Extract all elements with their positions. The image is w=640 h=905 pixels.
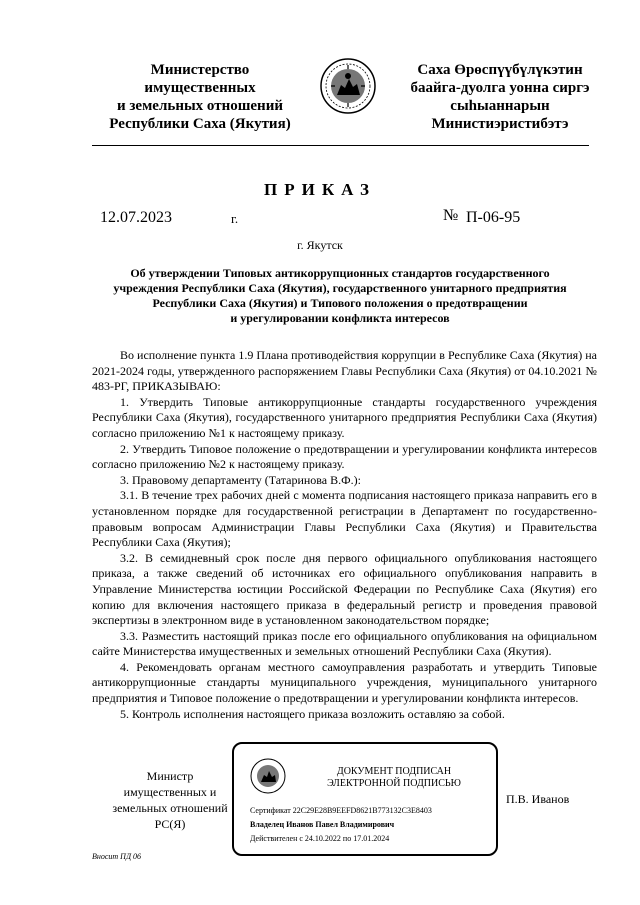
stamp-title-line: ЭЛЕКТРОННОЙ ПОДПИСЬЮ <box>327 778 461 789</box>
document-title: ПРИКАЗ <box>264 180 376 199</box>
body-paragraph: Во исполнение пункта 1.9 Плана противодействия коррупции в Республике Саха (Якутия) на 2021-2024 годы, утвержденного распоряжением Главы Республики Саха (Якутия) от 04.10.2021 № 483-РГ, ПРИКАЗЫВАЮ: <box>92 348 597 394</box>
signatory-name: П.В. Иванов <box>506 792 570 806</box>
header-line: сыһыаннарын <box>450 98 550 114</box>
body-paragraph: 2. Утвердить Типовое положение о предотвращении и урегулировании конфликта интересов согласно приложению №2 к настоящему приказу. <box>92 441 597 472</box>
subject-line: Республики Саха (Якутия) и Типового положения о предотвращении <box>152 296 528 310</box>
body-paragraph: 5. Контроль исполнения настоящего приказа возложить оставляю за собой. <box>120 706 505 721</box>
ministry-name-sah <box>395 61 605 133</box>
header-divider <box>92 145 589 146</box>
header-line: Саха Өрөспүүбүлүкэтин <box>417 62 583 78</box>
header-line: баайга-дуолга уонна сиргэ <box>410 80 590 96</box>
signatory-position <box>100 768 240 832</box>
header-line: Министерство <box>150 62 250 78</box>
stamp-title <box>304 766 484 790</box>
stamp-certificate: Сертификат 22C29E28B9EEFD8621B773132C3E8403 <box>250 806 432 815</box>
body-paragraph: 3.2. В семидневный срок после дня первого официального опубликования настоящего приказа, а также сведений об источниках его официального опубликования направить в Управление Министерства юстиции Российской Федерации по Республике Саха (Якутия) его копию для включения настоящего приказа в федеральный регистр и проведения правовой экспертизы в электронном виде в установленном законодательством порядке; <box>92 550 597 628</box>
body-paragraph: 4. Рекомендовать органам местного самоуправления разработать и утвердить Типовые антикоррупционные стандарты муниципального учреждения, муниципального унитарного предприятия и Типовое положение о предотвращении и урегулировании конфликта интересов. <box>92 659 597 706</box>
position-line: имущественных и <box>123 785 217 799</box>
document-number: П-06-95 <box>466 209 521 226</box>
position-line: Министр <box>146 769 194 783</box>
header-line: Республики Саха (Якутия) <box>109 116 291 132</box>
stamp-validity: Действителен с 24.10.2022 по 17.01.2024 <box>250 834 390 843</box>
subject-line: и урегулировании конфликта интересов <box>230 311 450 325</box>
body-paragraph: 1. Утвердить Типовые антикоррупционные стандарты государственного учреждения Республики Саха (Якутия), государственного унитарного предприятия Республики Саха (Якутия) согласно приложению №1 к настоящему приказу. <box>92 394 597 440</box>
subject-line: учреждения Республики Саха (Якутия), государственного унитарного предприятия <box>113 281 567 295</box>
number-sign: № <box>443 207 459 224</box>
stamp-owner: Владелец Иванов Павел Владимирович <box>250 820 395 829</box>
body-paragraph: 3.1. В течение трех рабочих дней с момента подписания настоящего приказа направить его в установленном порядке для государственной регистрации в Департамент по государственно-правовым вопросам Администрации Главы Республики Саха (Якутия) и Правительства Республики Саха (Якутия); <box>92 488 597 550</box>
document-body <box>92 348 597 722</box>
electronic-signature-stamp <box>232 742 498 856</box>
position-line: РС(Я) <box>154 817 186 831</box>
body-paragraph: 3.3. Разместить настоящий приказ после его официального опубликования на официальном сайте Министерства имущественных и земельных отношений Республики Саха (Якутия). <box>92 628 597 659</box>
ministry-name-ru <box>95 61 305 133</box>
stamp-title-line: ДОКУМЕНТ ПОДПИСАН <box>336 766 452 777</box>
header-line: Министиэристибэтэ <box>431 116 569 132</box>
stamp-emblem-icon <box>250 758 286 794</box>
coat-of-arms-icon <box>319 57 377 115</box>
date-suffix: г. <box>231 211 239 226</box>
header-line: и земельных отношений <box>117 98 283 114</box>
document-subject <box>100 266 580 326</box>
footer-note: Вносит ПД 06 <box>92 852 142 861</box>
body-paragraph: 3. Правовому департаменту (Татаринова В.Ф.): <box>120 472 361 487</box>
subject-line: Об утверждении Типовых антикоррупционных стандартов государственного <box>130 266 550 280</box>
position-line: земельных отношений <box>112 801 228 815</box>
document-date: 12.07.2023 <box>100 209 172 226</box>
header-line: имущественных <box>144 80 256 96</box>
document-city: г. Якутск <box>297 238 343 252</box>
